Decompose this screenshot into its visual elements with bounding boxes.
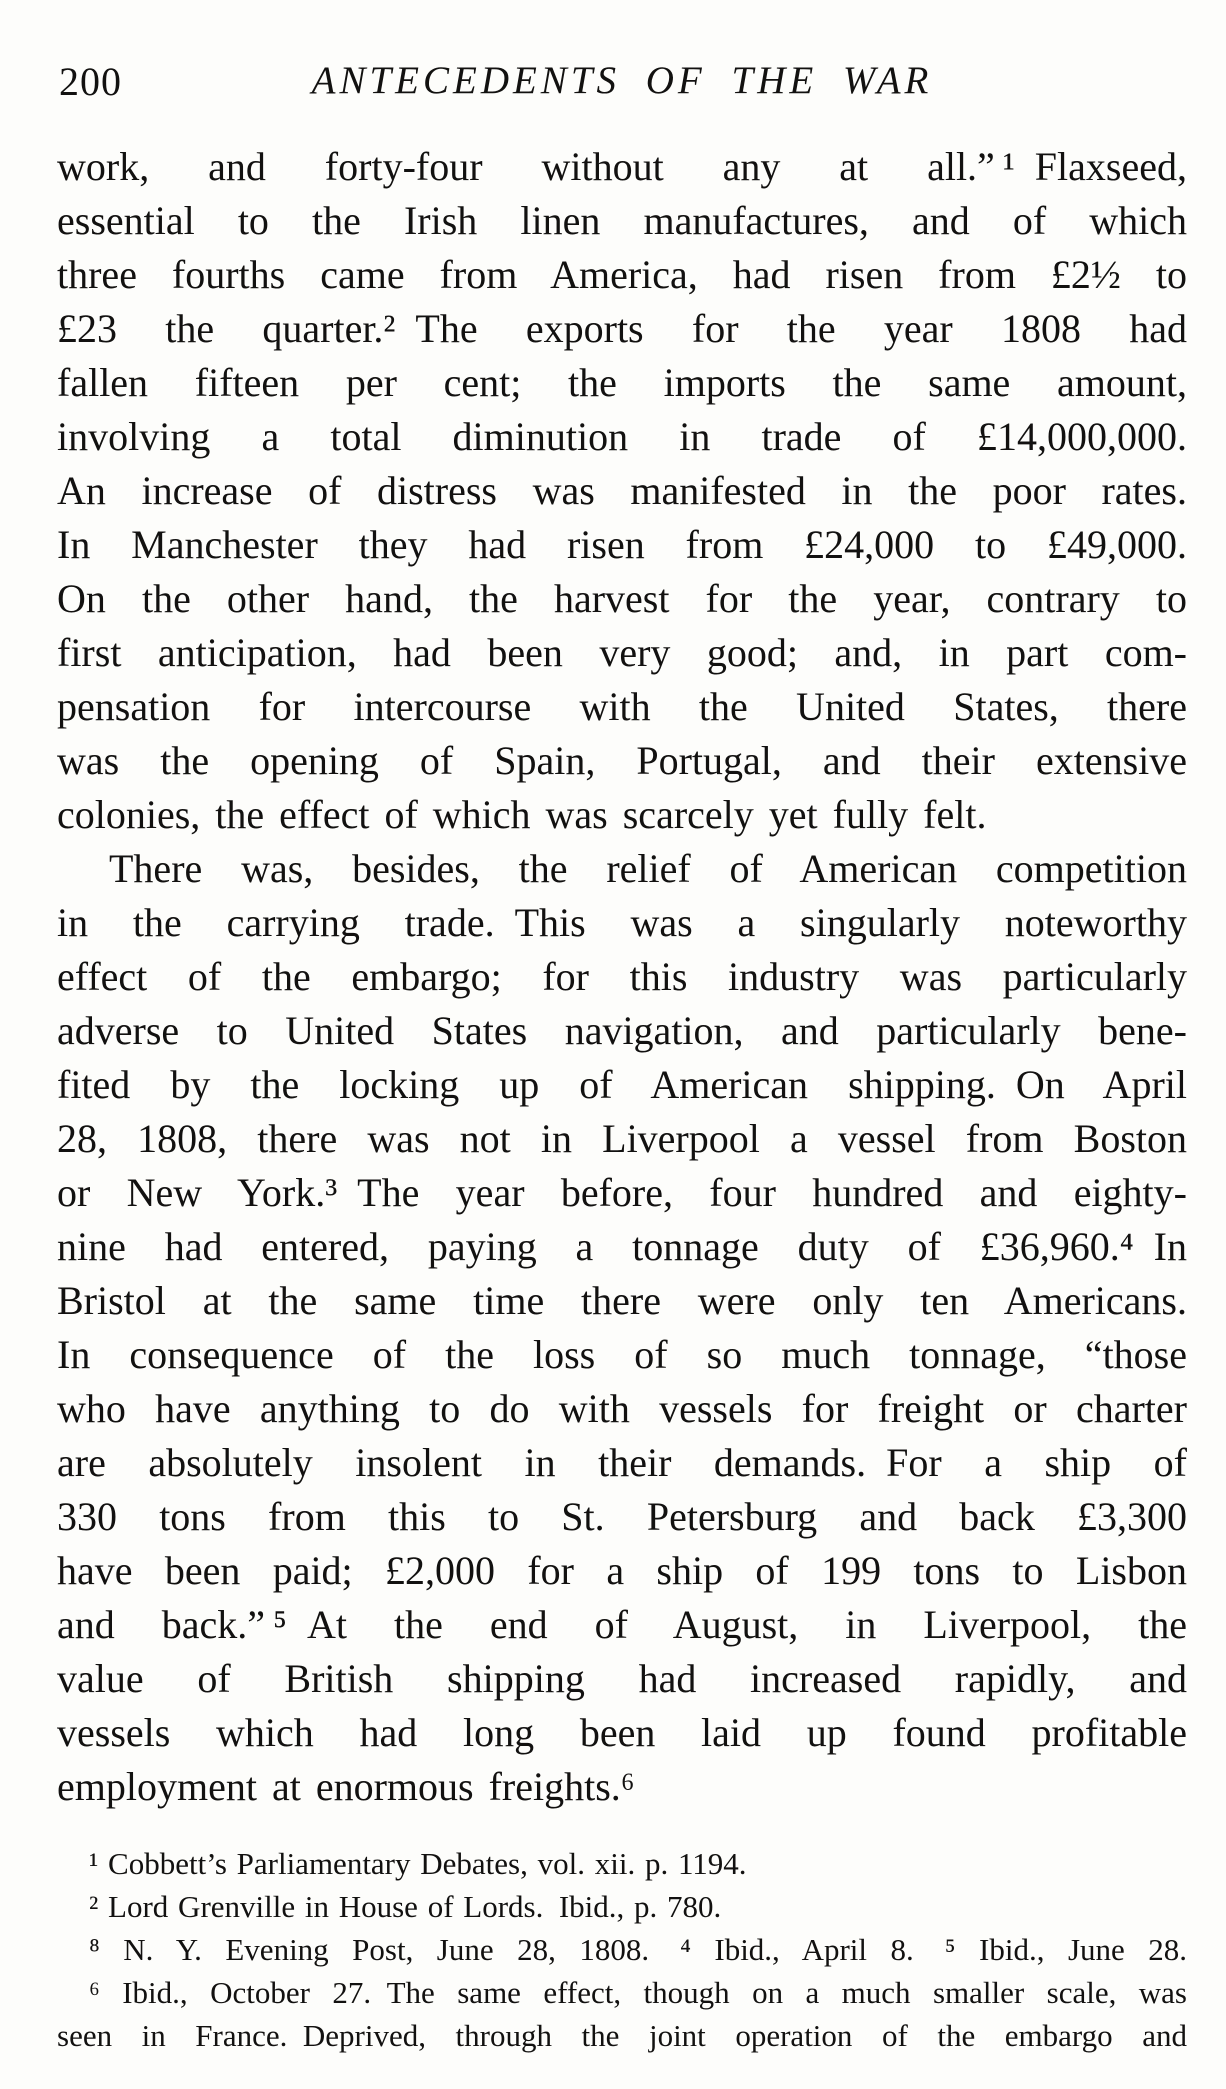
text-column	[57, 58, 1187, 2057]
body-text	[57, 140, 1187, 1814]
text-line: vessels which had long been laid up found profitable	[57, 1710, 1187, 1755]
text-line: first anticipation, had been very good; and, in part com-	[57, 630, 1187, 675]
text-line: On the other hand, the harvest for the year, contrary to	[57, 576, 1187, 621]
text-line: £23 the quarter.² The exports for the year 1808 had	[57, 306, 1187, 351]
text-line: Bristol at the same time there were only ten Americans.	[57, 1278, 1187, 1323]
text-line: three fourths came from America, had risen from £2½ to	[57, 252, 1187, 297]
page-header	[57, 58, 1187, 104]
text-line: and back.” ⁵ At the end of August, in Liverpool, the	[57, 1602, 1187, 1647]
text-line: or New York.³ The year before, four hundred and eighty-	[57, 1170, 1187, 1215]
text-line: have been paid; £2,000 for a ship of 199 tons to Lisbon	[57, 1548, 1187, 1593]
text-line: 330 tons from this to St. Petersburg and back £3,300	[57, 1494, 1187, 1539]
footnotes	[57, 1842, 1187, 2057]
text-line: value of British shipping had increased rapidly, and	[57, 1656, 1187, 1701]
text-line: adverse to United States navigation, and particularly bene-	[57, 1008, 1187, 1053]
text-line: ¹ Cobbett’s Parliamentary Debates, vol. xii. p. 1194.	[89, 1846, 747, 1881]
text-line: in the carrying trade. This was a singularly noteworthy	[57, 900, 1187, 945]
text-line: was the opening of Spain, Portugal, and their extensive	[57, 738, 1187, 783]
text-line: who have anything to do with vessels for freight or charter	[57, 1386, 1187, 1431]
text-line: work, and forty-four without any at all.” ¹ Flaxseed,	[57, 144, 1187, 189]
running-title: ANTECEDENTS OF THE WAR	[311, 59, 933, 102]
text-line: fited by the locking up of American shipping. On April	[57, 1062, 1187, 1107]
text-line: In Manchester they had risen from £24,000 to £49,000.	[57, 522, 1187, 567]
text-line: employment at enormous freights.⁶	[57, 1764, 635, 1809]
text-line: nine had entered, paying a tonnage duty of £36,960.⁴ In	[57, 1224, 1187, 1269]
page-number: 200	[59, 59, 122, 104]
text-line: seen in France. Deprived, through the joint operation of the embargo and	[57, 2018, 1187, 2053]
text-line: ² Lord Grenville in House of Lords. Ibid., p. 780.	[89, 1889, 722, 1924]
text-line: effect of the embargo; for this industry was particularly	[57, 954, 1187, 999]
text-line: are absolutely insolent in their demands. For a ship of	[57, 1440, 1187, 1485]
text-line: An increase of distress was manifested in the poor rates.	[57, 468, 1187, 513]
text-line: fallen fifteen per cent; the imports the same amount,	[57, 360, 1187, 405]
text-line: pensation for intercourse with the United States, there	[57, 684, 1187, 729]
text-line: 28, 1808, there was not in Liverpool a vessel from Boston	[57, 1116, 1187, 1161]
text-line: involving a total diminution in trade of £14,000,000.	[57, 414, 1187, 459]
text-line: ⁶ Ibid., October 27. The same effect, though on a much smaller scale, was	[89, 1975, 1187, 2010]
text-line: ⁸ N. Y. Evening Post, June 28, 1808. ⁴ Ibid., April 8. ⁵ Ibid., June 28.	[89, 1932, 1187, 1967]
text-line: colonies, the effect of which was scarcely yet fully felt.	[57, 792, 987, 837]
text-line: There was, besides, the relief of American competition	[109, 846, 1187, 891]
text-line: In consequence of the loss of so much tonnage, “those	[57, 1332, 1187, 1377]
text-line: essential to the Irish linen manufactures, and of which	[57, 198, 1187, 243]
